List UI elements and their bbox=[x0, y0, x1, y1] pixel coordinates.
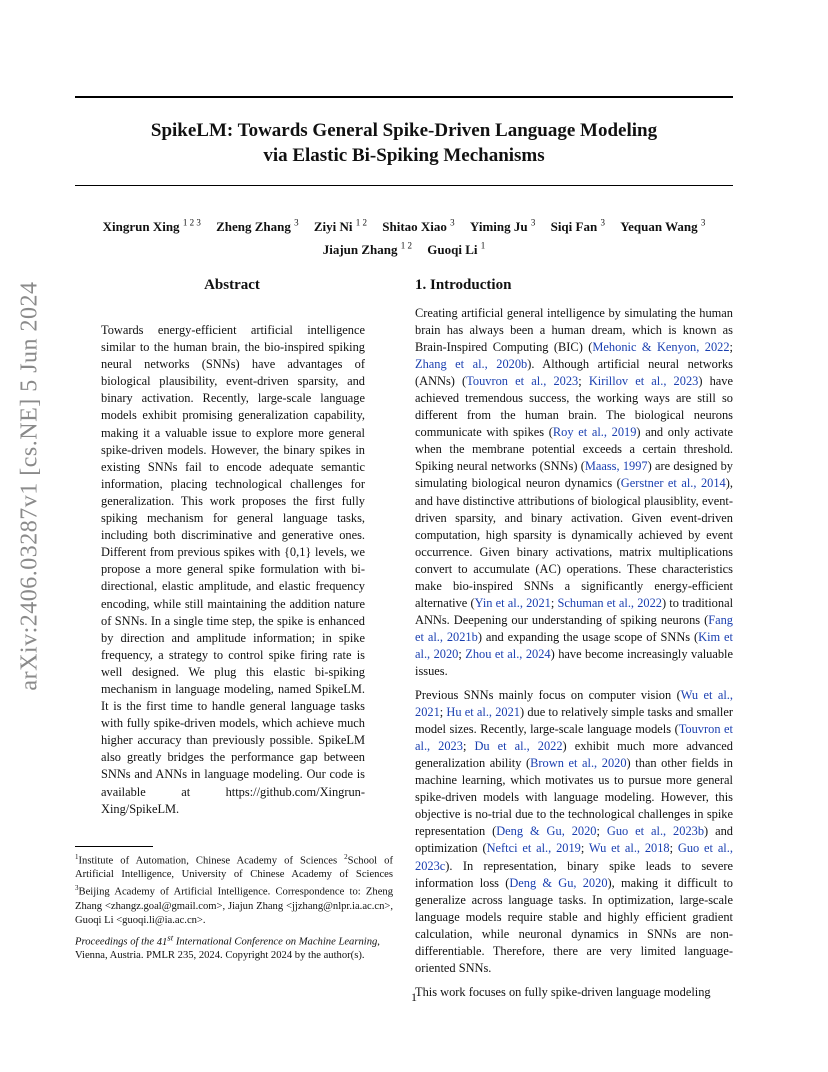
page-number: 1 bbox=[411, 990, 417, 1004]
author: Ziyi Ni $^{1 2}$ bbox=[313, 218, 368, 235]
author: Yequan Wang $^3$ bbox=[620, 218, 706, 235]
citation-link[interactable]: Hu et al., 2021 bbox=[446, 705, 521, 720]
citation-link[interactable]: Maass, 1997 bbox=[584, 459, 648, 474]
intro-paragraph-3: This work focuses on fully spike-driven language modeling bbox=[415, 984, 711, 999]
abstract-heading: Abstract bbox=[204, 277, 260, 293]
author: Shitao Xiao $^3$ bbox=[382, 218, 455, 235]
top-rule bbox=[75, 96, 733, 98]
citation-link[interactable]: Zhou et al., 2024 bbox=[465, 646, 551, 661]
citation-link[interactable]: Du et al., 2022 bbox=[474, 739, 563, 754]
author-line-2 bbox=[75, 236, 733, 258]
author-list bbox=[75, 214, 733, 259]
affiliation-2: School of Artificial Intelligence, University of Chinese Academy of Sciences bbox=[75, 855, 393, 881]
citation-link[interactable]: Touvron et al., 2023 bbox=[415, 722, 733, 754]
affiliation-3: Beijing Academy of Artificial Intelligence. bbox=[78, 886, 271, 898]
citation-link[interactable]: Gerstner et al., 2014 bbox=[620, 476, 726, 491]
citation-link[interactable]: Guo et al., 2023c bbox=[415, 841, 733, 873]
author: Siqi Fan $^3$ bbox=[550, 218, 605, 235]
abstract-text: Towards energy-efficient artificial intelligence similar to the human brain, the bio-inspired spiking neural networks (SNNs) have advantages of biological plausibility, event-driven sparsity, and binary activation. Recently, large-scale language models exhibit promising generalization capability, making it a valuable issue to explore more general spike-driven models. However, the binary spikes in existing SNNs fail to encode adequate semantic information, placing technological challenges for generalization. This work proposes the first fully spiking mechanism for general language tasks, including both discriminative and generative ones. Different from previous spikes with {0,1} levels, we propose a more general spike formulation with bi-directional, elastic amplitude, and elastic frequency encoding, while still maintaining the addition nature of SNNs. In a single time step, the spike is enhanced by direction and amplitude information; in spike frequency, a strategy to control spike firing rate is well designed. We plug this elastic bi-spiking mechanism in language modeling, named SpikeLM. It is the first time to handle general language tasks with fully spike-driven models, which achieve much higher accuracy than previously possible. SpikeLM also greatly bridges the performance gap between SNNs and ANNs in language modeling. Our code is available at https://github.com/Xingrun-Xing/SpikeLM. bbox=[101, 323, 365, 816]
title-bottom-rule bbox=[75, 185, 733, 186]
citation-link[interactable]: Wu et al., 2018 bbox=[588, 841, 670, 856]
intro-paragraph-1: Creating artificial general intelligence by simulating the human brain has always been a human dream, which is known as Brain-Inspired Computing (BIC) (Mehonic & Kenyon, 2022; Zhang et al., 2020b). Although artificial neural networks (ANNs) (Touvron et al., 2023; Kirillov et al., 2023) have achieved tremendous success, the working ways are still so different from the human brain. The biological neurons communicate with spikes (Roy et al., 2019) and only activate when the membrane potential exceeds a certain threshold. Spiking neural networks (SNNs) (Maass, 1997) are designed by simulating biological neuron dynamics (Gerstner et al., 2014), and have distinctive attributions of biological plausiblity, event-driven sparsity, and binary activation. Given event-driven computation, high sparsity is dynamically achieved by event occurrence. Given binary activations, matrix multiplications convert to accumulate (AC) operations. These characteristics make bio-inspired SNNs a significantly energy-efficient alternative (Yin et al., 2021; Schuman et al., 2022) to traditional ANNs. Deepening our understanding of spiking neurons (Fang et al., 2021b) and expanding the usage scope of SNNs (Kim et al., 2020; Zhou et al., 2024) have become increasingly valuable issues. bbox=[415, 306, 734, 678]
introduction-body bbox=[415, 305, 733, 1008]
citation-link[interactable]: Deng & Gu, 2020 bbox=[509, 875, 608, 890]
citation-link[interactable]: Mehonic & Kenyon, 2022 bbox=[592, 340, 730, 355]
title-line-1: SpikeLM: Towards General Spike-Driven Language Modeling bbox=[150, 120, 658, 141]
title-line-2: via Elastic Bi-Spiking Mechanisms bbox=[263, 145, 545, 166]
citation-link[interactable]: Neftci et al., 2019 bbox=[486, 841, 581, 856]
citation-link[interactable]: Touvron et al., 2023 bbox=[466, 374, 579, 389]
paper-title bbox=[75, 118, 733, 168]
citation-link[interactable]: Roy et al., 2019 bbox=[552, 425, 637, 440]
affiliation-footnote: $^1$Institute of Automation, Chinese Academy of Sciences $^2$School of Artificial Intelligence, University of Chinese Academy of Sciences $^3$Beijing Academy of Artificial Intelligence. Correspondence to: Zheng Zhang <zhangz.goal@gmail.com>, Jiajun Zhang <jjzhang@nlpr.ia.ac.cn>, Guoqi Li <guoqi.li@ia.ac.cn>. bbox=[75, 853, 393, 926]
correspondence: Correspondence to: Zheng Zhang <zhangz.goal@gmail.com>, Jiajun Zhang <jjzhang@nlpr.ia.ac.cn>, Guoqi Li <guoqi.li@ia.ac.cn>. bbox=[75, 886, 393, 926]
author: Guoqi Li $^1$ bbox=[427, 240, 486, 257]
intro-paragraph-2: Previous SNNs mainly focus on computer vision (Wu et al., 2021; Hu et al., 2021) due to relatively simple tasks and smaller model sizes. Recently, large-scale language models (Touvron et al., 2023; Du et al., 2022) exhibit much more advanced generalization ability (Brown et al., 2020) than other fields in machine learning, which motivates us to pursue more general spike-driven models with language modeling. However, this objective is no-trial due to the technological challenges in spike representation (Deng & Gu, 2020; Guo et al., 2023b) and optimization (Neftci et al., 2019; Wu et al., 2018; Guo et al., 2023c). In representation, binary spike leads to severe information loss (Deng & Gu, 2020), making it difficult to generalize across language tasks. In optimization, large-scale language models require stable and highly efficient gradient calculation, while neuronal dynamics in SNNs are non-differentiable. Therefore, there are very limited language-oriented SNNs. bbox=[415, 688, 733, 975]
citation-link[interactable]: Brown et al., 2020 bbox=[530, 756, 627, 771]
author-line-1 bbox=[75, 214, 733, 236]
citation-link[interactable]: Kim et al., 2020 bbox=[415, 629, 733, 661]
citation-link[interactable]: Yin et al., 2021 bbox=[474, 595, 551, 610]
citation-link[interactable]: Zhang et al., 2020b bbox=[415, 357, 528, 372]
arxiv-watermark bbox=[12, 281, 48, 691]
citation-link[interactable]: Kirillov et al., 2023 bbox=[588, 374, 699, 389]
author: Zheng Zhang $^3$ bbox=[216, 218, 299, 235]
introduction-heading: 1. Introduction bbox=[415, 277, 512, 293]
proceedings-note: Proceedings of the 41st International Conference on Machine Learning, Vienna, Austria. PMLR 235, 2024. Copyright 2024 by the author(s). bbox=[75, 932, 380, 962]
citation-link[interactable]: Wu et al., 2021 bbox=[415, 688, 733, 720]
author: Xingrun Xing $^{1 2 3}$ bbox=[102, 218, 201, 235]
arxiv-id: arXiv:2406.03287v1 [cs.NE] 5 Jun 2024 bbox=[16, 281, 43, 691]
footnote-rule bbox=[75, 846, 153, 847]
citation-link[interactable]: Guo et al., 2023b bbox=[606, 824, 705, 839]
affiliation-1: Institute of Automation, Chinese Academy of Sciences bbox=[78, 855, 338, 867]
citation-link[interactable]: Fang et al., 2021b bbox=[415, 612, 733, 644]
author: Jiajun Zhang $^{1 2}$ bbox=[322, 240, 413, 257]
citation-link[interactable]: Deng & Gu, 2020 bbox=[496, 824, 597, 839]
author: Yiming Ju $^3$ bbox=[469, 218, 536, 235]
citation-link[interactable]: Schuman et al., 2022 bbox=[557, 595, 662, 610]
